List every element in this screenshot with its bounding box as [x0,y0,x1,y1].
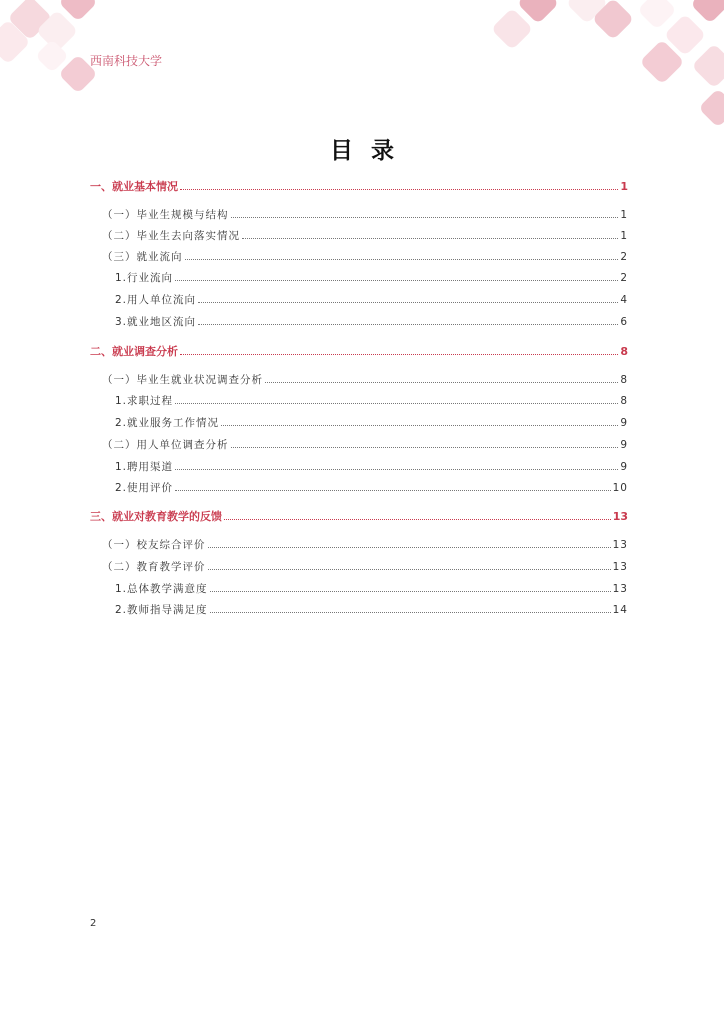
toc-entry-label: （一）毕业生规模与结构 [102,209,229,221]
toc-dot-leader [208,538,611,548]
toc-entry-page: 13 [612,561,628,573]
toc-dot-leader [231,438,619,448]
toc-dot-leader [180,345,618,355]
toc-entry[interactable] [90,293,628,307]
toc-entry-label: （二）毕业生去向落实情况 [102,230,240,242]
toc-entry-page: 14 [612,604,628,616]
toc-entry[interactable] [90,373,628,387]
toc-dot-leader [180,180,618,190]
toc-entry-page: 8 [620,374,628,386]
toc-entry[interactable] [90,271,628,285]
toc-entry[interactable] [90,394,628,408]
toc-entry-page: 2 [620,251,628,263]
toc-dot-leader [198,315,618,325]
toc-entry-page: 6 [620,316,628,328]
toc-entry[interactable] [90,229,628,243]
toc-entry-label: 1.求职过程 [115,395,174,407]
toc-entry[interactable] [90,538,628,552]
table-of-contents [90,172,628,617]
toc-entry-page: 13 [612,510,628,523]
toc-entry[interactable] [90,345,628,358]
toc-entry-page: 8 [620,395,628,407]
toc-entry-page: 9 [620,461,628,473]
toc-entry-page: 4 [620,294,628,306]
toc-entry[interactable] [90,481,628,495]
toc-entry-page: 9 [620,417,628,429]
toc-dot-leader [208,560,611,570]
toc-entry-label: 1.聘用渠道 [115,461,174,473]
toc-entry-label: 1.行业流向 [115,272,174,284]
toc-entry-page: 13 [612,539,628,551]
toc-entry-label: 二、就业调查分析 [90,345,178,358]
toc-dot-leader [265,373,618,383]
toc-entry[interactable] [90,510,628,523]
toc-dot-leader [221,416,618,426]
toc-entry[interactable] [90,560,628,574]
toc-dot-leader [231,208,619,218]
toc-entry-label: 2.使用评价 [115,482,174,494]
toc-entry[interactable] [90,250,628,264]
toc-entry-label: （一）校友综合评价 [102,539,206,551]
toc-dot-leader [185,250,619,260]
page-title: 目录 [330,138,412,164]
toc-entry[interactable] [90,582,628,596]
toc-dot-leader [175,394,618,404]
toc-entry-label: 2.用人单位流向 [115,294,197,306]
toc-dot-leader [224,510,611,520]
toc-entry[interactable] [90,603,628,617]
toc-entry[interactable] [90,315,628,329]
toc-entry-label: 2.教师指导满足度 [115,604,208,616]
toc-entry[interactable] [90,416,628,430]
toc-entry-page: 1 [620,230,628,242]
page-number: 2 [90,918,97,929]
toc-dot-leader [175,460,618,470]
toc-entry-label: （二）用人单位调查分析 [102,439,229,451]
toc-entry-label: 2.就业服务工作情况 [115,417,220,429]
toc-dot-leader [242,229,618,239]
toc-entry[interactable] [90,208,628,222]
toc-entry-label: （三）就业流向 [102,251,183,263]
toc-dot-leader [210,603,611,613]
toc-entry[interactable] [90,180,628,193]
toc-entry[interactable] [90,438,628,452]
toc-entry-page: 10 [612,482,628,494]
toc-entry-page: 13 [612,583,628,595]
toc-entry-page: 1 [620,209,628,221]
toc-entry-label: 三、就业对教育教学的反馈 [90,510,222,523]
toc-entry-page: 1 [620,180,628,193]
toc-entry[interactable] [90,460,628,474]
toc-dot-leader [198,293,618,303]
toc-entry-label: 1.总体教学满意度 [115,583,208,595]
toc-entry-label: 3.就业地区流向 [115,316,197,328]
toc-dot-leader [210,582,611,592]
header-brand: 西南科技大学 [90,54,163,68]
toc-entry-page: 8 [620,345,628,358]
toc-entry-page: 9 [620,439,628,451]
toc-entry-page: 2 [620,272,628,284]
toc-entry-label: （一）毕业生就业状况调查分析 [102,374,263,386]
toc-entry-label: 一、就业基本情况 [90,180,178,193]
toc-dot-leader [175,271,618,281]
toc-dot-leader [175,481,611,491]
toc-entry-label: （二）教育教学评价 [102,561,206,573]
